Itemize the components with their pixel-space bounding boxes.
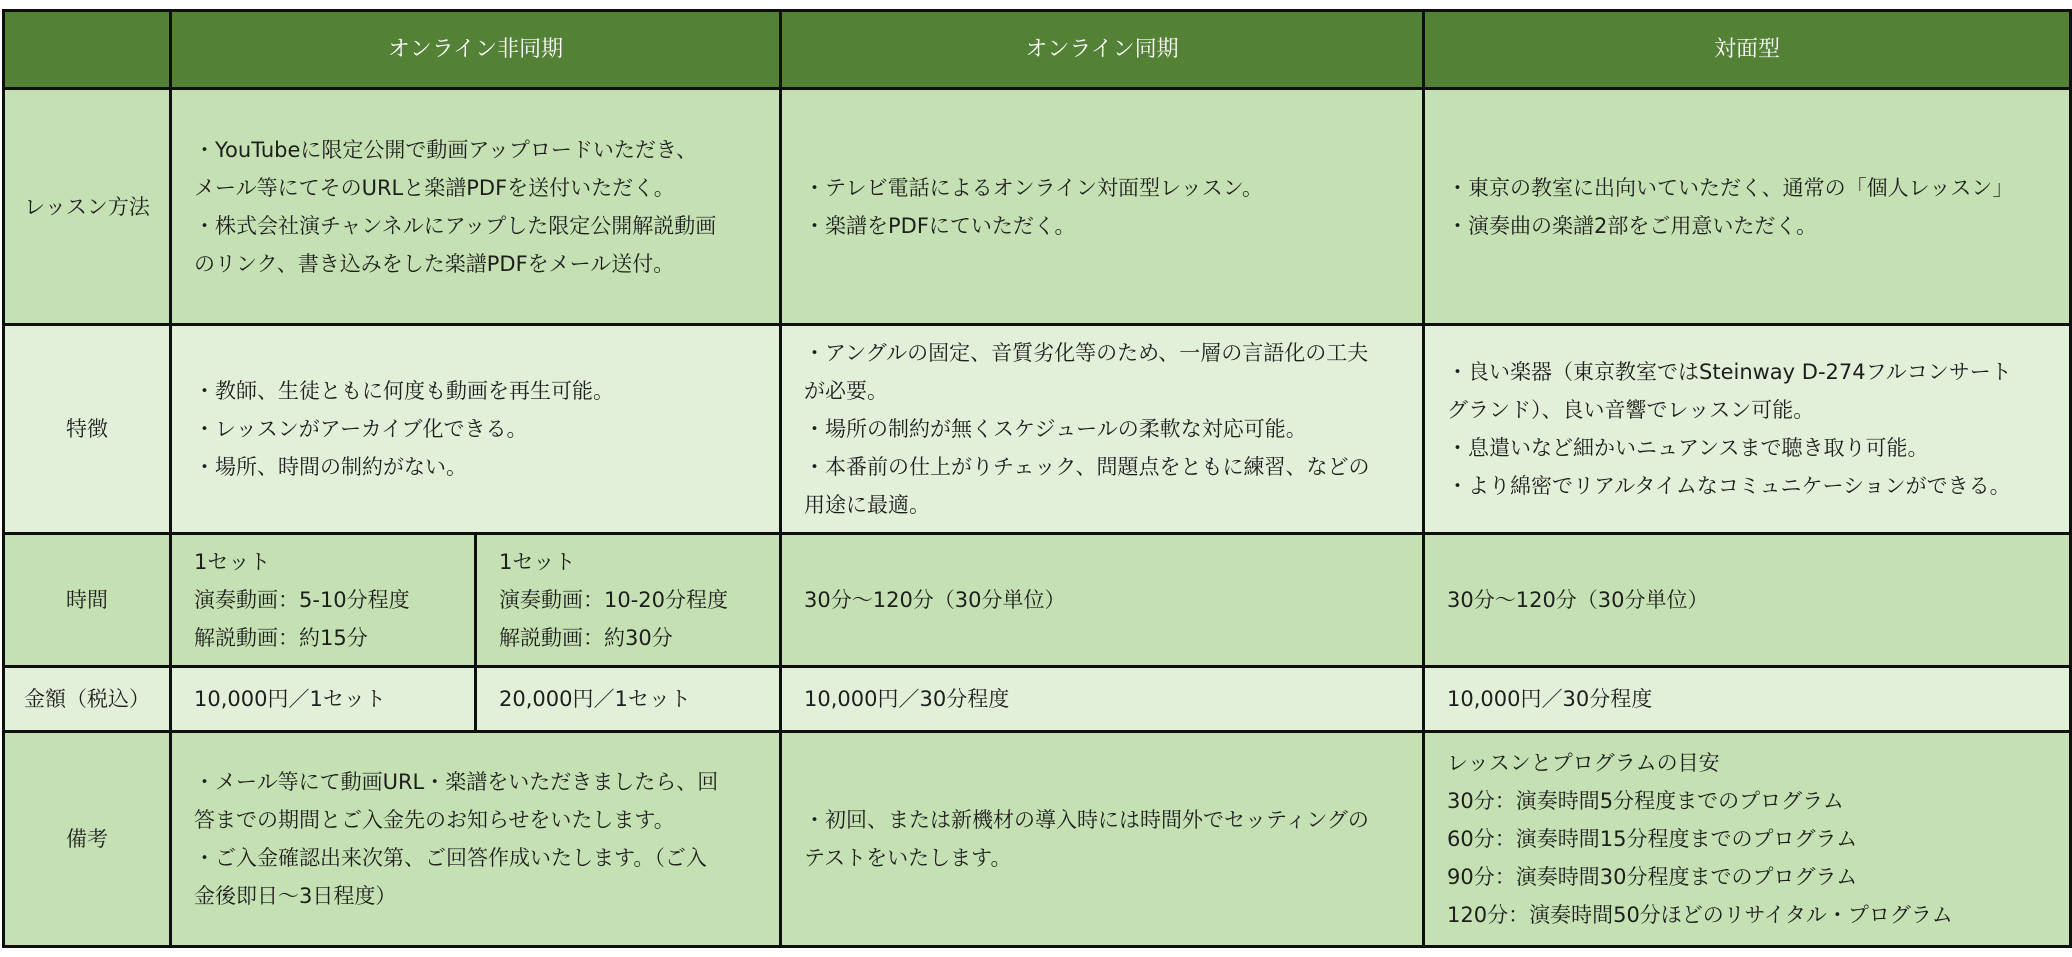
text-line: ・教師、生徒ともに何度も動画を再生可能。 <box>194 379 614 403</box>
cell-price-async-plan-b: 20,000円／1セット <box>476 667 781 732</box>
text-line: ・ご入金確認出来次第、ご回答作成いたします。（ご入 <box>194 846 707 870</box>
text-line: 解説動画：約30分 <box>499 626 673 650</box>
text-line: レッスンとプログラムの目安 <box>1447 751 1720 775</box>
text-line: メール等にてそのURLと楽譜PDFを送付いただく。 <box>194 175 675 200</box>
cell-time-async-plan-b <box>476 534 781 667</box>
row-label-features: 特徴 <box>4 325 171 534</box>
row-notes <box>4 732 2071 947</box>
text-line: ・演奏曲の楽譜2部をご用意いただく。 <box>1447 213 1817 238</box>
header-row <box>4 11 2071 89</box>
header-online-sync: オンライン同期 <box>781 11 1424 89</box>
cell-notes-sync <box>781 732 1424 947</box>
lesson-comparison-table <box>2 9 2072 948</box>
text-line: ・より綿密でリアルタイムなコミュニケーションができる。 <box>1447 474 2011 498</box>
cell-features-async <box>171 325 781 534</box>
text-line: 用途に最適。 <box>804 493 930 517</box>
text-line: ・良い楽器（東京教室ではSteinway D-274フルコンサート <box>1447 360 2012 384</box>
cell-notes-async <box>171 732 781 947</box>
row-features <box>4 325 2071 534</box>
text-line: 1セット <box>194 550 271 574</box>
row-time <box>4 534 2071 667</box>
header-in-person: 対面型 <box>1424 11 2071 89</box>
text-line: のリンク、書き込みをした楽譜PDFをメール送付。 <box>194 251 675 276</box>
text-line: ・アングルの固定、音質劣化等のため、一層の言語化の工夫 <box>804 341 1369 365</box>
text-line: 120分：演奏時間50分ほどのリサイタル・プログラム <box>1447 903 1953 927</box>
row-label-lesson-method: レッスン方法 <box>4 89 171 325</box>
text-line: ・息遣いなど細かいニュアンスまで聴き取り可能。 <box>1447 436 1929 460</box>
cell-method-sync <box>781 89 1424 325</box>
text-line: ・レッスンがアーカイブ化できる。 <box>194 417 528 441</box>
text-line: ・場所の制約が無くスケジュールの柔軟な対応可能。 <box>804 417 1307 441</box>
text-line: 答までの期間とご入金先のお知らせをいたします。 <box>194 808 675 832</box>
text-line: ・株式会社演チャンネルにアップした限定公開解説動画 <box>194 213 717 238</box>
row-label-notes: 備考 <box>4 732 171 947</box>
text-line: ・メール等にて動画URL・楽譜をいただきましたら、回 <box>194 770 719 794</box>
row-price <box>4 667 2071 732</box>
text-line: 金後即日〜3日程度） <box>194 884 397 908</box>
text-line: 1セット <box>499 550 576 574</box>
cell-price-in-person: 10,000円／30分程度 <box>1424 667 2071 732</box>
cell-notes-in-person <box>1424 732 2071 947</box>
row-lesson-method <box>4 89 2071 325</box>
text-line: 演奏動画：10-20分程度 <box>499 588 729 612</box>
cell-method-in-person <box>1424 89 2071 325</box>
row-label-time: 時間 <box>4 534 171 667</box>
text-line: 60分：演奏時間15分程度までのプログラム <box>1447 827 1858 851</box>
text-line: ・場所、時間の制約がない。 <box>194 455 467 479</box>
text-line: ・テレビ電話によるオンライン対面型レッスン。 <box>804 175 1264 200</box>
text-line: ・初回、または新機材の導入時には時間外でセッティングの <box>804 808 1369 832</box>
cell-method-async <box>171 89 781 325</box>
cell-price-sync: 10,000円／30分程度 <box>781 667 1424 732</box>
text-line: ・YouTubeに限定公開で動画アップロードいただき、 <box>194 137 698 162</box>
text-line: テストをいたします。 <box>804 846 1012 870</box>
text-line: 90分：演奏時間30分程度までのプログラム <box>1447 865 1858 889</box>
cell-features-sync <box>781 325 1424 534</box>
header-online-async: オンライン非同期 <box>171 11 781 89</box>
text-line: 解説動画：約15分 <box>194 626 368 650</box>
text-line: グランド）、良い音響でレッスン可能。 <box>1447 398 1815 422</box>
text-line: ・楽譜をPDFにていただく。 <box>804 213 1076 238</box>
text-line: ・本番前の仕上がりチェック、問題点をともに練習、などの <box>804 455 1370 479</box>
text-line: 30分：演奏時間5分程度までのプログラム <box>1447 789 1844 813</box>
cell-price-async-plan-a: 10,000円／1セット <box>171 667 476 732</box>
text-line: 演奏動画：5-10分程度 <box>194 588 410 612</box>
text-line: が必要。 <box>804 379 888 403</box>
cell-time-sync: 30分〜120分（30分単位） <box>781 534 1424 667</box>
cell-features-in-person <box>1424 325 2071 534</box>
header-corner-cell <box>4 11 171 89</box>
row-label-price: 金額（税込） <box>4 667 171 732</box>
cell-time-async-plan-a <box>171 534 476 667</box>
cell-time-in-person: 30分〜120分（30分単位） <box>1424 534 2071 667</box>
text-line: ・東京の教室に出向いていただく、通常の「個人レッスン」 <box>1447 175 2014 200</box>
